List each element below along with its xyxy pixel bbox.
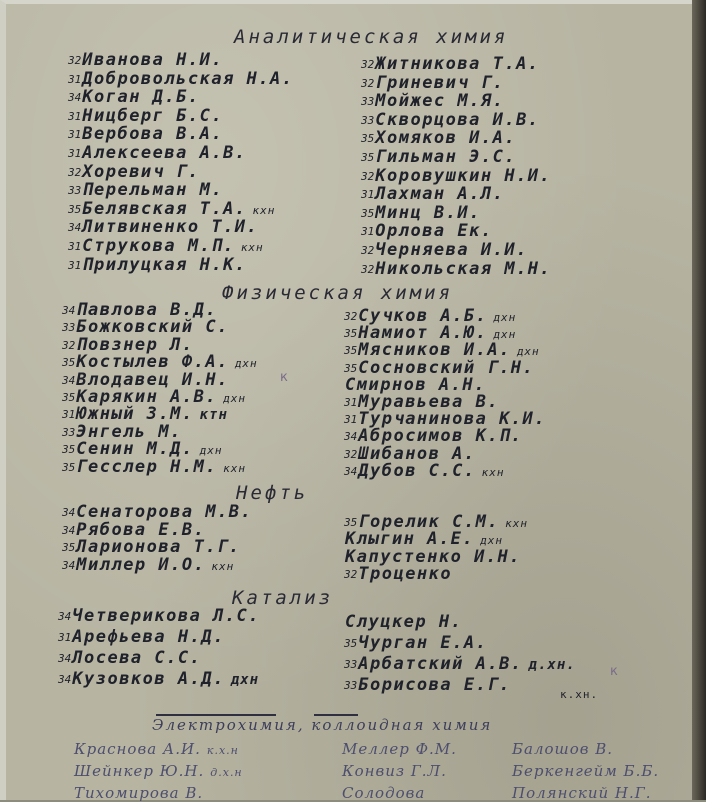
entry-number: 32 bbox=[344, 310, 358, 323]
list-item bbox=[68, 162, 200, 182]
person-name: Алексеева А.В. bbox=[82, 143, 247, 163]
list-item bbox=[68, 87, 200, 107]
degree-note: кхн bbox=[252, 203, 276, 217]
person-name: Лосева С.С. bbox=[72, 648, 202, 668]
degree-note: дхн bbox=[493, 328, 517, 342]
list-item bbox=[68, 50, 223, 70]
degree-note: кхн bbox=[211, 559, 235, 573]
entry-number: 33 bbox=[361, 95, 375, 109]
list-item bbox=[68, 124, 223, 144]
person-name: Арбатский А.В. bbox=[358, 654, 523, 674]
person-name: Беркенгейм Б.Б. bbox=[512, 762, 660, 780]
entry-number: 34 bbox=[62, 506, 76, 519]
heading-underline bbox=[156, 714, 276, 716]
list-item bbox=[58, 648, 201, 668]
list-item bbox=[361, 128, 516, 148]
person-name: Перельман М. bbox=[82, 180, 224, 201]
list-item bbox=[68, 106, 223, 126]
entry-number: 34 bbox=[344, 464, 358, 478]
degree-note: кхн bbox=[240, 241, 264, 254]
person-name: Гильман Э.С. bbox=[375, 147, 517, 167]
list-item bbox=[344, 612, 462, 632]
person-name: Шейнкер Ю.Н. bbox=[74, 762, 205, 780]
list-item bbox=[512, 762, 659, 780]
list-item bbox=[342, 740, 457, 758]
list-item bbox=[344, 654, 576, 674]
heading-underline bbox=[314, 714, 358, 716]
person-name: Божковский С. bbox=[76, 317, 229, 338]
degree-note: дхн bbox=[493, 311, 517, 324]
person-name: Тихомирова В. bbox=[74, 784, 204, 802]
person-name: Южный З.М. bbox=[76, 404, 194, 425]
book-spine bbox=[692, 0, 706, 800]
entry-number: 35 bbox=[68, 202, 82, 216]
person-name: Струкова М.П. bbox=[82, 236, 235, 256]
person-name: Мясников И.А. bbox=[358, 340, 511, 361]
degree-note: к.х.н bbox=[206, 744, 239, 757]
person-name: Клыгин А.Е. bbox=[345, 529, 475, 550]
person-name: Лахман А.Л. bbox=[375, 184, 505, 205]
entry-number: 34 bbox=[62, 558, 76, 572]
person-name: Скворцова И.В. bbox=[375, 109, 540, 130]
person-name: Чурган Е.А. bbox=[358, 633, 488, 653]
person-name: Иванова Н.И. bbox=[82, 50, 224, 70]
person-name: Краснова А.И. bbox=[74, 740, 201, 758]
person-name: Черняева И.И. bbox=[375, 240, 528, 260]
entry-number: 32 bbox=[361, 58, 375, 71]
entry-number: 35 bbox=[361, 132, 375, 146]
person-name: Никольская М.Н. bbox=[375, 258, 552, 279]
person-name: Павлова В.Д. bbox=[76, 300, 218, 320]
list-item bbox=[344, 564, 452, 584]
degree-note: кхн bbox=[505, 517, 528, 530]
person-name: Капустенко И.Н. bbox=[345, 546, 522, 567]
degree-note: кхн bbox=[481, 465, 505, 479]
person-name: Костылев Ф.А. bbox=[76, 352, 229, 373]
entry-number: 31 bbox=[361, 225, 375, 239]
entry-number: 35 bbox=[344, 637, 358, 650]
list-item bbox=[361, 73, 504, 93]
person-name: Коровушкин Н.И. bbox=[375, 165, 552, 186]
entry-number: 33 bbox=[361, 113, 375, 127]
entry-number: 31 bbox=[344, 413, 358, 427]
list-item bbox=[62, 555, 234, 575]
list-item bbox=[512, 740, 613, 758]
person-name: Рябова Е.В. bbox=[76, 519, 206, 540]
entry-number: 31 bbox=[68, 109, 82, 123]
person-name: Прилуцкая Н.К. bbox=[82, 254, 247, 275]
person-name: Литвиненко Т.И. bbox=[82, 217, 259, 238]
person-name: Вербова В.А. bbox=[82, 124, 224, 145]
list-item bbox=[344, 461, 504, 481]
entry-number: 35 bbox=[361, 206, 375, 220]
entry-number: 33 bbox=[62, 425, 76, 439]
person-name: Гриневич Г. bbox=[375, 72, 505, 93]
entry-number: 32 bbox=[361, 244, 375, 257]
degree-note: д.х.н bbox=[210, 766, 243, 779]
entry-number: 34 bbox=[344, 430, 358, 444]
entry-number: 34 bbox=[58, 673, 72, 686]
entry-number: 32 bbox=[68, 165, 82, 179]
person-name: Шибанов А. bbox=[358, 443, 476, 464]
entry-number: 34 bbox=[62, 304, 76, 317]
degree-note: дхн bbox=[199, 444, 223, 458]
entry-number: 35 bbox=[344, 516, 358, 529]
person-name: Борисова Е.Г. bbox=[358, 675, 511, 695]
person-name: Абросимов К.П. bbox=[358, 426, 523, 447]
person-name: Дубов С.С. bbox=[358, 460, 476, 481]
person-name: Повзнер Л. bbox=[76, 334, 194, 355]
list-item bbox=[74, 740, 239, 758]
person-name: Кузовков А.Д. bbox=[72, 669, 225, 689]
entry-number: 35 bbox=[62, 443, 76, 457]
list-item bbox=[361, 203, 481, 223]
degree-note: кхн bbox=[223, 461, 246, 475]
degree-note: к.хн. bbox=[560, 688, 599, 701]
entry-number: 32 bbox=[361, 169, 375, 183]
person-name: Гесслер Н.М. bbox=[76, 456, 218, 477]
list-item bbox=[58, 606, 260, 626]
person-name: Арефьева Н.Д. bbox=[72, 627, 225, 647]
section-heading-electro: Электрохимия, коллоидная химия bbox=[152, 716, 493, 734]
person-name: Ницберг Б.С. bbox=[82, 105, 224, 126]
person-name: Житникова Т.А. bbox=[375, 54, 540, 74]
person-name: Балошов В. bbox=[512, 740, 614, 758]
entry-number: 35 bbox=[62, 391, 76, 404]
list-item bbox=[62, 457, 246, 477]
person-name: Энгель М. bbox=[76, 421, 182, 442]
list-item bbox=[361, 221, 493, 241]
person-name: Сенин М.Д. bbox=[76, 439, 194, 460]
degree-note: дхн bbox=[223, 392, 246, 405]
entry-number: 31 bbox=[68, 72, 82, 86]
list-item bbox=[361, 240, 528, 260]
degree-note: ктн bbox=[199, 407, 228, 424]
entry-number: 33 bbox=[62, 321, 76, 335]
list-item bbox=[512, 784, 651, 802]
entry-number: 35 bbox=[62, 460, 76, 474]
person-name: Минц В.И. bbox=[375, 202, 481, 223]
entry-number: 34 bbox=[68, 91, 82, 105]
list-item bbox=[361, 147, 516, 167]
person-name: Троценко bbox=[358, 564, 453, 585]
entry-number: 31 bbox=[68, 128, 82, 142]
person-name: Муравьева В. bbox=[358, 392, 500, 412]
list-item bbox=[58, 627, 225, 647]
list-item bbox=[68, 236, 264, 256]
entry-number: 32 bbox=[361, 76, 375, 90]
entry-number: 35 bbox=[344, 327, 358, 341]
entry-number: 31 bbox=[344, 396, 358, 409]
list-item bbox=[361, 166, 551, 186]
entry-number: 32 bbox=[62, 338, 76, 352]
list-item bbox=[74, 784, 203, 802]
person-name: Слуцкер Н. bbox=[345, 612, 463, 632]
list-item bbox=[68, 69, 293, 89]
list-item bbox=[342, 784, 425, 802]
section-heading-catalysis: Катализ bbox=[232, 587, 334, 609]
entry-number: 31 bbox=[62, 408, 76, 422]
entry-number: 35 bbox=[62, 356, 76, 370]
degree-note: дхн bbox=[234, 357, 258, 371]
list-item bbox=[361, 91, 504, 111]
person-name: Добровольская Н.А. bbox=[82, 68, 294, 89]
section-heading-oil: Нефть bbox=[236, 482, 309, 504]
person-name: Миллер И.О. bbox=[76, 554, 206, 575]
entry-number: 32 bbox=[344, 568, 358, 582]
entry-number: 33 bbox=[344, 658, 358, 671]
entry-number: 31 bbox=[58, 631, 72, 644]
section-heading-analytic: Аналитическая химия bbox=[234, 26, 509, 48]
entry-number: 34 bbox=[62, 373, 76, 387]
person-name: Полянский Н.Г. bbox=[512, 784, 652, 802]
person-name: Карякин А.В. bbox=[76, 387, 218, 407]
person-name: Солодова bbox=[342, 784, 426, 802]
person-name: Орлова Ек. bbox=[375, 221, 493, 242]
degree-note: дхн bbox=[516, 345, 540, 359]
person-name: Сосновский Г.Н. bbox=[358, 357, 535, 378]
person-name: Хомяков И.А. bbox=[375, 128, 517, 149]
person-name: Четверикова Л.С. bbox=[72, 606, 261, 626]
list-item bbox=[74, 762, 243, 780]
person-name: Сенаторова М.В. bbox=[76, 502, 253, 522]
entry-number: 35 bbox=[344, 361, 358, 375]
list-item bbox=[68, 180, 223, 200]
list-item bbox=[344, 675, 511, 695]
section-heading-physical: Физическая химия bbox=[222, 282, 454, 304]
entry-number: 33 bbox=[344, 679, 358, 692]
entry-number: 34 bbox=[58, 652, 72, 665]
entry-number: 35 bbox=[361, 151, 375, 164]
entry-number: 33 bbox=[68, 184, 82, 198]
entry-number: 32 bbox=[68, 54, 82, 67]
check-mark: к bbox=[280, 370, 288, 385]
entry-number: 31 bbox=[68, 147, 82, 160]
list-item bbox=[361, 110, 540, 130]
entry-number: 32 bbox=[361, 262, 375, 276]
person-name: Смирнов А.Н. bbox=[345, 374, 486, 395]
entry-number: 34 bbox=[58, 610, 72, 623]
list-item bbox=[68, 255, 247, 275]
list-item bbox=[361, 259, 551, 279]
person-name: Белявская Т.А. bbox=[82, 198, 247, 219]
degree-note: дхн bbox=[480, 534, 503, 548]
degree-note: д.хн. bbox=[528, 657, 576, 673]
list-item bbox=[58, 669, 259, 689]
entry-number: 31 bbox=[68, 240, 82, 253]
entry-number: 35 bbox=[62, 541, 76, 555]
person-name: Хоревич Г. bbox=[82, 161, 200, 182]
entry-number: 31 bbox=[361, 188, 375, 202]
person-name: Меллер Ф.М. bbox=[342, 740, 457, 758]
person-name: Мойжес М.Я. bbox=[375, 91, 505, 112]
list-item bbox=[361, 54, 540, 74]
entry-number: 35 bbox=[344, 344, 358, 358]
entry-number: 32 bbox=[344, 447, 358, 461]
person-name: Коган Д.Б. bbox=[82, 87, 200, 108]
list-item bbox=[68, 199, 275, 219]
list-item bbox=[68, 217, 258, 237]
list-item bbox=[344, 633, 487, 653]
list-item bbox=[361, 184, 504, 204]
person-name: Турчанинова К.И. bbox=[358, 409, 547, 430]
person-name: Влодавец И.Н. bbox=[76, 369, 229, 390]
entry-number: 34 bbox=[68, 221, 82, 235]
degree-note: дхн bbox=[230, 672, 260, 688]
entry-number: 31 bbox=[68, 258, 82, 272]
person-name: Горелик С.М. bbox=[358, 512, 500, 532]
list-item bbox=[68, 143, 247, 163]
entry-number: 34 bbox=[62, 523, 76, 537]
person-name: Сучков А.Б. bbox=[358, 306, 488, 326]
person-name: Ларионова Т.Г. bbox=[76, 537, 241, 558]
list-item bbox=[342, 762, 447, 780]
person-name: Конвиз Г.Л. bbox=[342, 762, 447, 780]
person-name: Намиот А.Ю. bbox=[358, 323, 488, 344]
check-mark-catalysis: к bbox=[610, 664, 618, 679]
